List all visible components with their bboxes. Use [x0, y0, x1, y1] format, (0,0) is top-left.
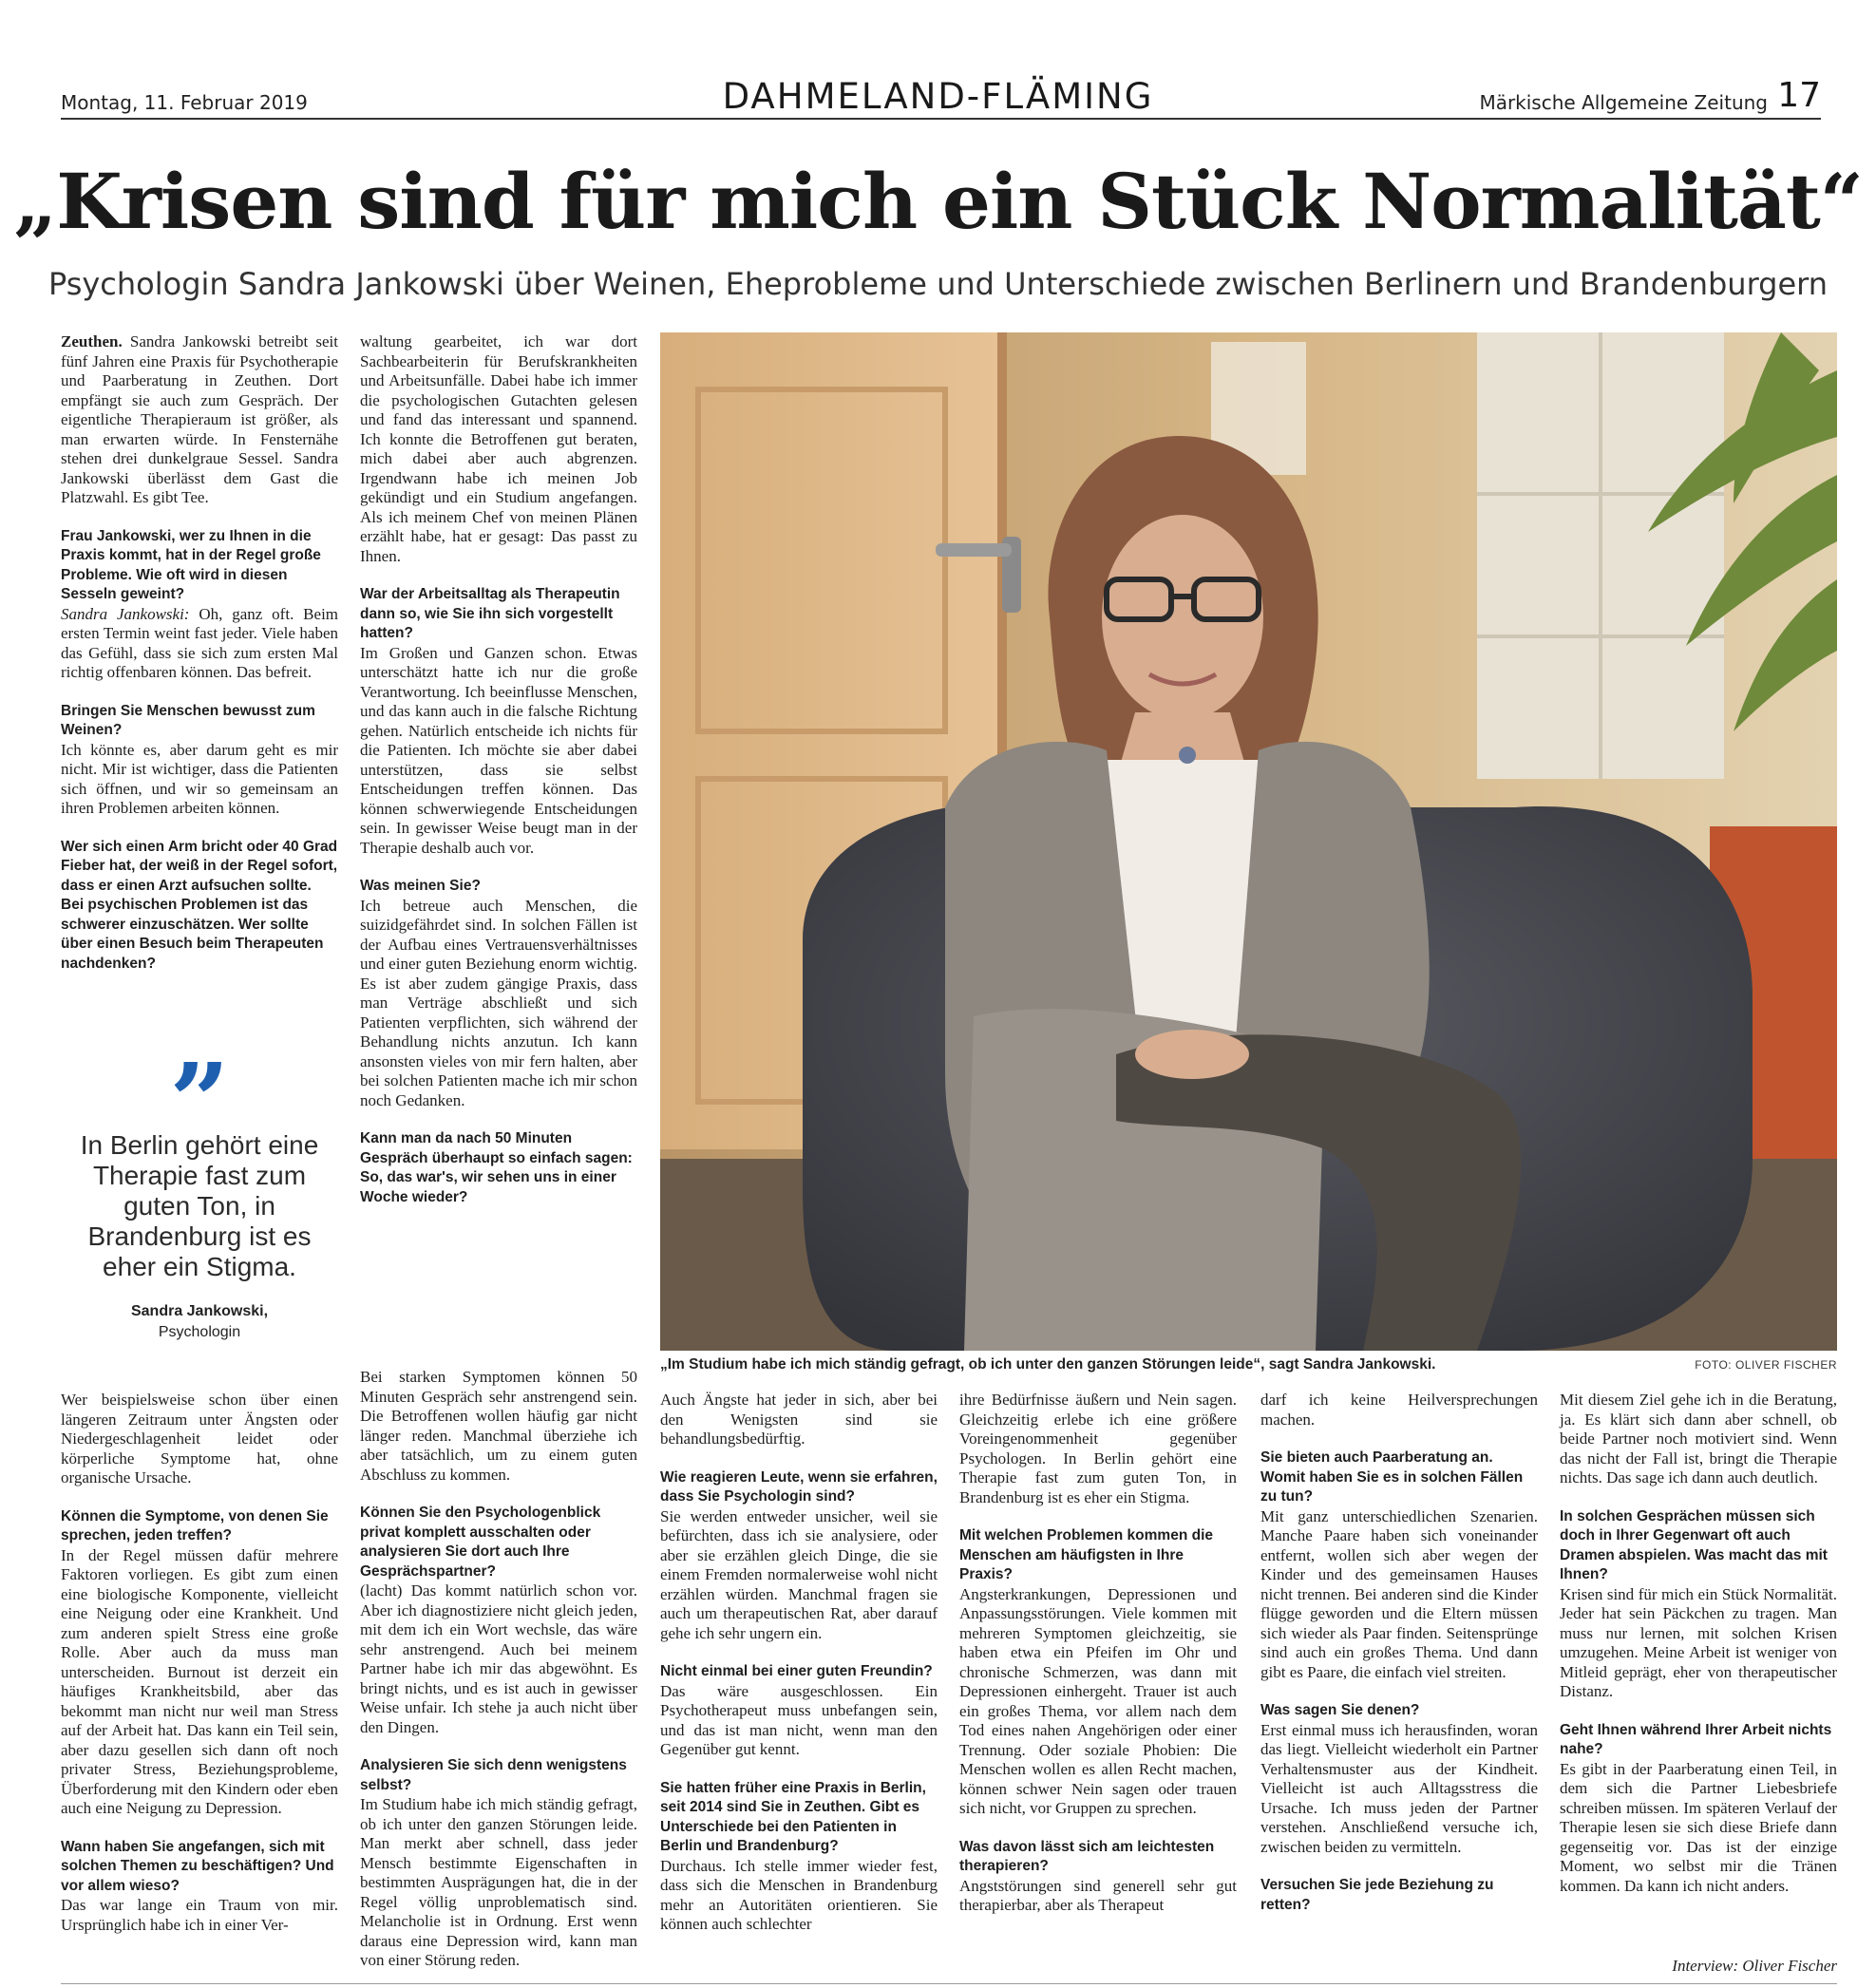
answer: Auch Ängste hat jeder in sich, aber bei den Wenigsten sind sie behandlungsbedürftig.: [660, 1391, 938, 1448]
section-title: DAHMELAND-FLÄMING: [722, 76, 1154, 117]
answer: waltung gearbeitet, ich war dort Sachbearbeiterin für Berufskrankheiten und Arbeitsunfälle. Dabei habe ich immer die psychologischen Gutachten gelesen und fand das interessant und spannend. Ich konnte die Betroffenen gut beraten, mich dabei aber auch abgrenzen. Irgendwann habe ich meinen Job gekündigt und ein Studium angefangen. Als ich meinem Chef von meinen Plänen erzählt habe, hat er gesagt: Das passt zu Ihnen.: [360, 332, 637, 565]
photo-credit: FOTO: OLIVER FISCHER: [1695, 1358, 1837, 1372]
question: Kann man da nach 50 Minuten Gespräch überhaupt so einfach sagen: So, das war's, wir sehen uns in einer Woche wieder?: [360, 1130, 633, 1205]
question: Sie hatten früher eine Praxis in Berlin, seit 2014 sind Sie in Zeuthen. Gibt es Unterschiede bei den Patienten in Berlin und Brandenburg?: [660, 1779, 926, 1854]
column-2-top: [360, 332, 637, 1207]
column-1-bottom: [61, 1391, 338, 1954]
column-5: [1260, 1391, 1538, 1915]
question: Mit welchen Problemen kommen die Menschen am häufigsten in Ihre Praxis?: [959, 1527, 1214, 1582]
answer: Im Großen und Ganzen schon. Etwas unterschätzt hatte ich nur die große Verantwortung. Ich beeinflusse Menschen, und das kann auch in die falsche Richtung gehen. Natürlich entscheide ich nichts für die Patienten. Ich möchte sie aber dabei unterstützen, dass sie selbst Entscheidungen treffen können. Das können schwerwiegende Entscheidungen sein. In gewisser Weise beugt man in der Therapie deshalb auch vor.: [360, 643, 637, 857]
column-1-top: [61, 332, 338, 993]
photo-caption: „Im Studium habe ich mich ständig gefragt, ob ich unter den ganzen Störungen leide“, sagt Sandra Jankowski.: [660, 1356, 1436, 1373]
answer: Mit ganz unterschiedlichen Szenarien. Manche Paare haben sich voneinander entfernt, wollen sich aber wegen der Kinder und des gemeinsamen Hauses nicht trennen. Bei anderen sind die Kinder flügge geworden und die Eltern müssen sich wieder als Paar finden. Seitensprünge sind auch ein großes Thema. Und dann gibt es Paare, die einfach viel streiten.: [1260, 1506, 1538, 1681]
masthead-rule: [61, 118, 1821, 120]
issue-date: Montag, 11. Februar 2019: [61, 91, 308, 114]
intro-text: Sandra Jankowski betreibt seit fünf Jahren eine Praxis für Psychotherapie und Paarberatung in Zeuthen. Dort empfängt sie auch zum Gespräch. Der eigentliche Therapieraum ist größer, als man erwarten würde. In Fensternähe stehen drei dunkelgraue Sessel. Sandra Jankowski überlässt dem Gast die Platzwahl. Es gibt Tee.: [61, 332, 339, 506]
question: Wann haben Sie angefangen, sich mit solchen Themen zu beschäftigen? Und vor allem wieso?: [61, 1838, 334, 1894]
question: Was davon lässt sich am leichtesten therapieren?: [959, 1838, 1215, 1874]
article-subhead: Psychologin Sandra Jankowski über Weinen, Eheprobleme und Unterschiede zwischen Berlinern und Brandenburgern: [47, 266, 1829, 302]
article-photo: [660, 332, 1837, 1351]
question: Was meinen Sie?: [360, 878, 481, 894]
column-3: [660, 1391, 938, 1954]
answer: Das wäre ausgeschlossen. Ein Psychotherapeut muss unbefangen sein, und das ist man nicht, wenn man den Gegenüber gut kennt.: [660, 1681, 938, 1758]
pendant-icon: [1179, 747, 1196, 764]
dateline: Zeuthen.: [61, 332, 123, 350]
pullquote-text: In Berlin gehört eine Therapie fast zum guten Ton, in Brandenburg ist es eher ein Stigma.: [80, 1130, 319, 1281]
answer: Krisen sind für mich ein Stück Normalität. Jeder hat sein Päckchen zu tragen. Man muss nur lernen, mit solchen Krisen umzugehen. Meine Arbeit ist weniger von Mitleid geprägt, eher von therapeutischer Distanz.: [1560, 1584, 1837, 1700]
answer: Ich betreue auch Menschen, die suizidgefährdet sind. In solchen Fällen ist der Aufbau eines Vertrauensverhältnisses und einer guten Beziehung enorm wichtig. Es ist aber zudem gängige Praxis, dass man Verträge abschließt und sich Patienten verpflichten, sich während der Behandlung nichts anzutun. Ich kann ansonsten vieles von mir fern halten, aber bei solchen Patienten mache ich mir schon noch Gedanken.: [360, 896, 637, 1109]
answer: Durchaus. Ich stelle immer wieder fest, dass sich die Menschen in Brandenburg mehr an Autoritäten orientieren. Sie können auch schlechter: [660, 1856, 938, 1933]
question: Wie reagieren Leute, wenn sie erfahren, dass Sie Psychologin sind?: [660, 1468, 938, 1505]
question: Geht Ihnen während Ihrer Arbeit nichts nahe?: [1560, 1721, 1832, 1757]
question: Nicht einmal bei einer guten Freundin?: [660, 1663, 933, 1679]
answer: Bei starken Symptomen können 50 Minuten Gespräch sehr anstrengend sein. Die Betroffenen wollen häufig gar nicht länger reden. Manchmal überziehe ich aber tatsächlich, um zu einem guten Abschluss zu kommen.: [360, 1368, 637, 1484]
pullquote-author: Sandra Jankowski,: [130, 1303, 269, 1319]
speaker: Sandra Jankowski:: [61, 604, 190, 623]
question: Können Sie den Psychologenblick privat komplett ausschalten oder analysieren Sie dort auch Ihre Gesprächspartner?: [360, 1505, 601, 1580]
answer: Erst einmal muss ich herausfinden, woran das liegt. Vielleicht wiederholt ein Partner Verhaltensmuster aus der Kindheit. Vielleicht ist auch Alltagsstress die Ursache. Ich muss jeden der Partner verstehen. Anschließend versuche ich, zwischen beiden zu vermitteln.: [1260, 1720, 1538, 1856]
answer: Ich könnte es, aber darum geht es mir nicht. Mir ist wichtiger, dass die Patienten sich öffnen, und wir so gemeinsam an ihren Problemen arbeiten können.: [61, 740, 338, 817]
question: Können die Symptome, von denen Sie sprechen, jeden treffen?: [61, 1507, 329, 1543]
page-number: 17: [1777, 76, 1821, 115]
answer: Wer beispielsweise schon über einen längeren Zeitraum unter Ängsten oder Niedergeschlagenheit leidet oder körperliche Symptome hat, ohne organische Ursache.: [61, 1391, 338, 1486]
answer: Es gibt in der Paarberatung einen Teil, in dem sich die Partner Liebesbriefe schreiben müssen. Im späteren Verlauf der Therapie lesen sie sich diese Briefe dann gegenseitig vor. Das ist der einzige Moment, wo selbst mir die Tränen kommen. Da kann ich nicht anders.: [1560, 1759, 1837, 1895]
answer: Sie werden entweder unsicher, weil sie befürchten, dass ich sie analysiere, oder aber sie erzählen gleich Dinge, die sie einem Fremden normalerweise wohl nicht erzählen würden. Manchmal fragen sie auch um therapeutischen Rat, aber darauf gehe ich sehr ungern ein.: [660, 1506, 938, 1642]
answer: Mit diesem Ziel gehe ich in die Beratung, ja. Es klärt sich dann aber schnell, ob beide Partner noch motiviert sind. Wenn das nicht der Fall ist, bringt die Therapie nichts. Das sage ich dann auch deutlich.: [1560, 1391, 1837, 1486]
answer: (lacht) Das kommt natürlich schon vor. Aber ich diagnostiziere nicht gleich jeden, mit dem ich ein Wort wechsle, das wäre sehr anstrengend. Auch bei meinem Partner habe ich mir das abgewöhnt. Es bringt nichts, und es ist auch in gewisser Weise unfair. Ich stehe ja auch nicht über den Dingen.: [360, 1581, 637, 1736]
article-headline: „Krisen sind für mich ein Stück Normalität“: [13, 157, 1863, 246]
portrait-photo: [660, 332, 1837, 1351]
answer: In der Regel müssen dafür mehrere Faktoren vorliegen. Es gibt zum einen eine biologische Komponente, vielleicht eine Neigung oder eine Krankheit. Und zum anderen spielt Stress eine große Rolle. Aber auch da muss man unterscheiden. Burnout ist derzeit ein häufiges Krankheitsbild, aber das bekommt man nicht nur weil man Stress auf der Arbeit hat. Das kann ein Teil sein, aber dazu gesellen sich dann oft noch privater Stress, Beziehungsprobleme, Überforderung mit den Kindern oder eben auch eine Neigung zu Depression.: [61, 1545, 338, 1817]
answer: ihre Bedürfnisse äußern und Nein sagen. Gleichzeitig erlebe ich eine größere Voreingenommenheit gegenüber Psychologen. In Berlin gehört eine Therapie fast zum guten Ton, in Brandenburg ist es eher ein Stigma.: [959, 1391, 1237, 1506]
answer: Oh, ganz oft. Beim ersten Termin weint fast jeder. Viele haben das Gefühl, dass sie sich zum ersten Mal richtig offenbaren können. Das befreit.: [61, 604, 339, 681]
column-2-bottom: [360, 1368, 637, 1988]
door-handle-icon: [936, 543, 1012, 557]
newspaper-name: Märkische Allgemeine Zeitung: [1479, 91, 1768, 114]
answer: Angsterkrankungen, Depressionen und Anpassungsstörungen. Viele kommen mit mehreren Symptomen gleichzeitig, sie haben etwa ein Pfeifen im Ohr und chronische Schmerzen, was dann mit Depressionen einhergeht. Trauer ist auch ein großes Thema, vor allem nach dem Tod eines nahen Angehörigen oder einer Trennung. Oder soziale Phobien: Die Menschen wollen es allen Recht machen, können schwer Nein sagen oder trauen sich nicht, vor Gruppen zu sprechen.: [959, 1584, 1237, 1817]
question: War der Arbeitsalltag als Therapeutin dann so, wie Sie ihn sich vorgestellt hatten?: [360, 586, 620, 641]
question: In solchen Gesprächen müssen sich doch in Ihrer Gegenwart oft auch Dramen abspielen. Was macht das mit Ihnen?: [1560, 1507, 1828, 1582]
interview-byline: Interview: Oliver Fischer: [1672, 1957, 1837, 1975]
pullquote-role: Psychologin: [158, 1324, 241, 1340]
answer: Im Studium habe ich mich ständig gefragt, ob ich unter den ganzen Störungen leide. Man merkt aber schnell, dass jeder Mensch bestimmte Eigenschaften in bestimmten Ausprägungen hat, die in der Regel völlig unproblematisch sind. Melancholie ist in Ordnung. Erst wenn daraus eine Depression wird, kann man von einer Störung reden.: [360, 1795, 637, 1969]
hands: [1135, 1030, 1249, 1079]
quote-mark-icon: ”: [169, 1040, 230, 1163]
answer: darf ich keine Heilversprechungen machen.: [1260, 1391, 1538, 1429]
question: Sie bieten auch Paarberatung an. Womit haben Sie es in solchen Fällen zu tun?: [1260, 1449, 1524, 1505]
question: Analysieren Sie sich denn wenigstens selbst?: [360, 1757, 627, 1793]
column-4: [959, 1391, 1237, 1935]
answer: Das war lange ein Traum von mir. Ursprünglich habe ich in einer Ver-: [61, 1896, 338, 1934]
question: Versuchen Sie jede Beziehung zu retten?: [1260, 1877, 1494, 1913]
question: Frau Jankowski, wer zu Ihnen in die Praxis kommt, hat in der Regel große Probleme. Wie oft wird in diesen Sesseln geweint?: [61, 527, 321, 602]
question: Was sagen Sie denen?: [1260, 1702, 1420, 1718]
question: Wer sich einen Arm bricht oder 40 Grad Fieber hat, der weiß in der Regel sofort, dass er einen Arzt aufsuchen sollte. Bei psychischen Problemen ist das schwerer einzuschätzen. Wer sollte über einen Besuch beim Therapeuten nachdenken?: [61, 838, 338, 972]
column-6: [1560, 1391, 1837, 1915]
answer: Angststörungen sind generell sehr gut therapierbar, aber als Therapeut: [959, 1876, 1237, 1914]
bottom-rule: [61, 1983, 1837, 1984]
question: Bringen Sie Menschen bewusst zum Weinen?: [61, 702, 315, 738]
